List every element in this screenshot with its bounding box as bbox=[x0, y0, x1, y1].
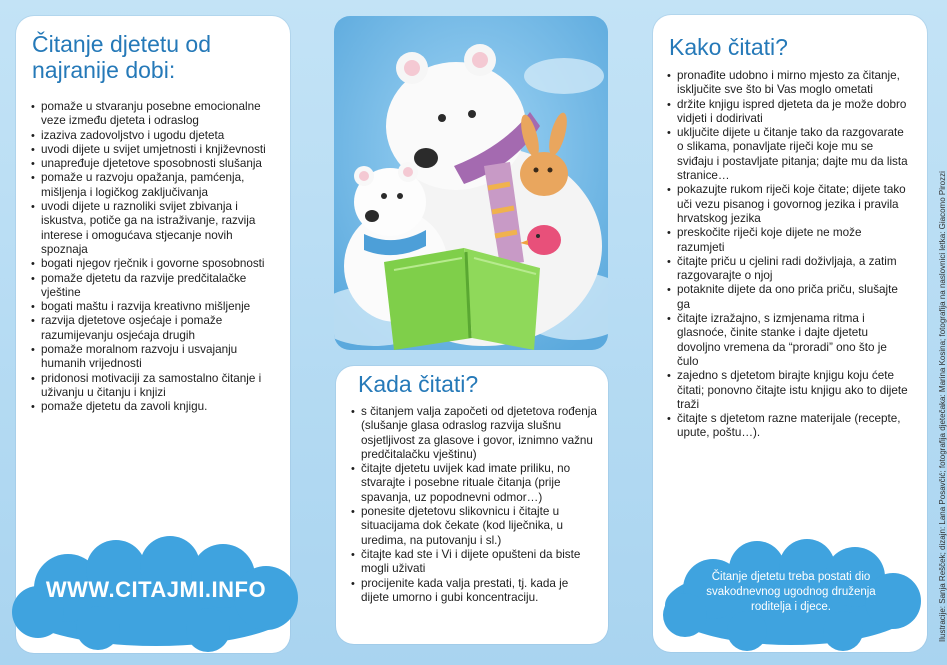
website-link[interactable]: WWW.CITAJMI.INFO bbox=[45, 577, 267, 602]
how-to-read-item: • preskočite riječi koje dijete ne može razumjeti bbox=[667, 226, 911, 255]
benefit-item: • bogati njegov rječnik i govorne sposobnosti bbox=[31, 257, 281, 271]
website-cloud bbox=[8, 536, 304, 654]
closing-message-cloud bbox=[657, 537, 925, 655]
benefits-list bbox=[31, 100, 281, 415]
when-to-read-item: • s čitanjem valja započeti od djetetova rođenja (slušanje glasa odraslog razvija slušnu osjetljivost za glasove i govor, iznimno važnu predčitalačku vještinu) bbox=[351, 405, 599, 462]
how-to-read-item: • držite knjigu ispred djeteta da je može dobro vidjeti i dodirivati bbox=[667, 98, 911, 127]
how-to-read-item: • zajedno s djetetom birajte knjigu koju ćete čitati; ponovno čitajte istu knjigu ako to dijete traži bbox=[667, 369, 911, 412]
benefit-item: • unapređuje djetetove sposobnosti slušanja bbox=[31, 157, 281, 171]
when-to-read-item: • čitajte kad ste i Vi i dijete opušteni da biste mogli uživati bbox=[351, 548, 599, 577]
benefit-item: • uvodi dijete u raznoliki svijet zbivanja i iskustva, potiče ga na istraživanje, razvija interese i omogućava stjecanje novih spoznaja bbox=[31, 200, 281, 257]
benefits-heading: Čitanje djetetu od najranije dobi: bbox=[32, 31, 212, 83]
benefit-item: • pomaže djetetu da razvije predčitalačke vještine bbox=[31, 272, 281, 301]
benefit-item: • izaziva zadovoljstvo i ugodu djeteta bbox=[31, 129, 281, 143]
when-to-read-item: • ponesite djetetovu slikovnicu i čitajte u situacijama dok čekate (kod liječnika, u uredima, na putovanju i sl.) bbox=[351, 505, 599, 548]
how-to-read-heading: Kako čitati? bbox=[669, 34, 788, 60]
benefit-item: • razvija djetetove osjećaje i pomaže razumijevanju osjećaja drugih bbox=[31, 314, 281, 343]
how-to-read-item: • potaknite dijete da ono priča priču, slušajte ga bbox=[667, 283, 911, 312]
when-to-read-item: • procijenite kada valja prestati, tj. kada je dijete umorno i gubi koncentraciju. bbox=[351, 577, 599, 606]
how-to-read-item: • čitajte priču u cjelini radi doživljaja, a zatim razgovarajte o njoj bbox=[667, 255, 911, 284]
benefit-item: • pridonosi motivaciji za samostalno čitanje i uživanju u čitanju i knjizi bbox=[31, 372, 281, 401]
image-credits: Ilustracije: Sanja Rešček; dizajn: Lana Posavčić; fotografija djetečaka: Marina Kosina; fotografija na naslovnici letka: Giacomo Pirozzi bbox=[938, 171, 947, 642]
benefit-item: • pomaže u razvoju opažanja, pamćenja, mišljenja i logičkog zaključivanja bbox=[31, 171, 281, 200]
how-to-read-item: • čitajte s djetetom razne materijale (recepte, upute, poštu…). bbox=[667, 412, 911, 441]
how-to-read-item: • pronađite udobno i mirno mjesto za čitanje, isključite sve što bi Vas moglo ometati bbox=[667, 69, 911, 98]
when-to-read-list bbox=[351, 405, 599, 605]
when-to-read-heading: Kada čitati? bbox=[358, 371, 479, 397]
how-to-read-item: • čitajte izražajno, s izmjenama ritma i glasnoće, činite stanke i dajte djetetu dovoljno vremena da “proradi” ono što je čulo bbox=[667, 312, 911, 369]
how-to-read-item: • uključite dijete u čitanje tako da razgovarate o slikama, ponavljate riječi koje mu se sviđaju i postavljate pitanja; dajte mu da lista stranice… bbox=[667, 126, 911, 183]
benefit-item: • uvodi dijete u svijet umjetnosti i književnosti bbox=[31, 143, 281, 157]
bears-reading-illustration bbox=[334, 16, 608, 350]
benefit-item: • pomaže djetetu da zavoli knjigu. bbox=[31, 400, 281, 414]
benefit-item: • bogati maštu i razvija kreativno mišljenje bbox=[31, 300, 281, 314]
benefit-item: • pomaže moralnom razvoju i usvajanju humanih vrijednosti bbox=[31, 343, 281, 372]
benefit-item: • pomaže u stvaranju posebne emocionalne veze između djeteta i odraslog bbox=[31, 100, 281, 129]
when-to-read-item: • čitajte djetetu uvijek kad imate priliku, no stvarajte i posebne rituale čitanja (prije spavanja, uz popodnevni odmor…) bbox=[351, 462, 599, 505]
illustration-art bbox=[334, 16, 608, 350]
when-to-read-panel bbox=[336, 366, 608, 644]
closing-message: Čitanje djetetu treba postati dio svakodnevnog ugodnog druženja roditelja i djece. bbox=[706, 571, 876, 613]
how-to-read-item: • pokazujte rukom riječi koje čitate; dijete tako uči vezu pisanog i govornog jezika i pravila hrvatskog jezika bbox=[667, 183, 911, 226]
how-to-read-list bbox=[667, 69, 911, 441]
